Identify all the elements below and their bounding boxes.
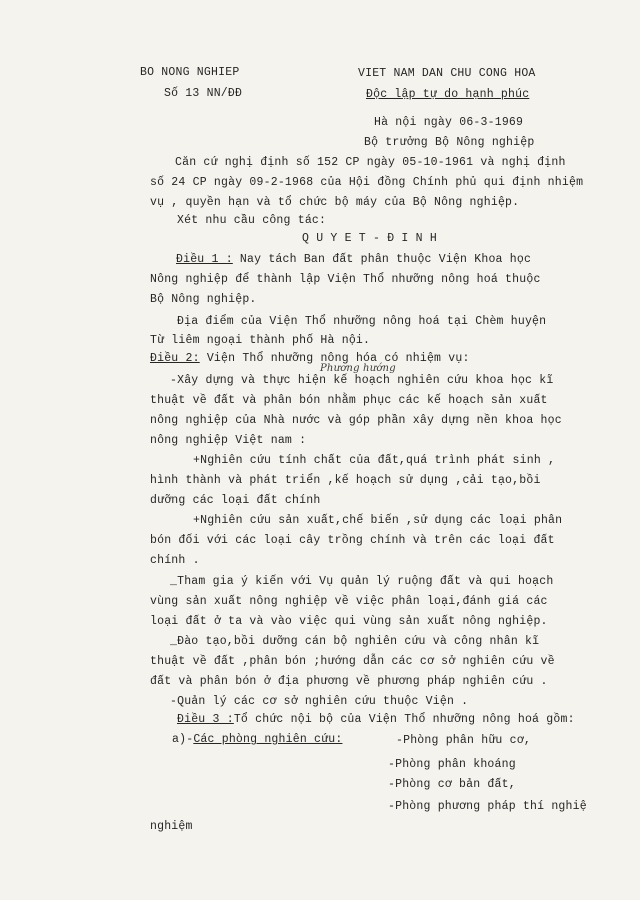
task-2-line: _Tham gia ý kiến với Vụ quản lý ruộng đất và qui hoạch: [170, 575, 554, 588]
task-1-line: nông nghiệp của Nhà nước và góp phần xây dựng nền khoa học: [150, 414, 562, 427]
article-3-line: [177, 713, 575, 727]
document-number: Số 13 NN/ĐĐ: [164, 87, 243, 100]
subtask-1-line: +Nghiên cứu tính chất của đất,quá trình phát sinh ,: [193, 454, 556, 467]
task-3-line: _Đào tạo,bồi dưỡng cán bộ nghiên cứu và công nhân kĩ: [170, 635, 540, 648]
task-1-line: nông nghiệp Việt nam :: [150, 434, 307, 447]
article-1-label: Điều 1 :: [176, 253, 233, 266]
location-line: Địa điểm của Viện Thổ nhưỡng nông hoá tại Chèm huyện: [177, 315, 547, 328]
carry-over-word: nghiệm: [150, 820, 193, 833]
task-4-line: -Quản lý các cơ sở nghiên cứu thuộc Viện .: [170, 695, 469, 708]
room-item: -Phòng cơ bản đất,: [388, 778, 516, 791]
subtask-1-line: hình thành và phát triển ,kế hoạch sử dụng ,cải tạo,bồi: [150, 474, 541, 487]
handwritten-insert: Phương hướng: [320, 363, 396, 374]
task-3-line: đất và phân bón ở địa phương về phương pháp nghiên cứu .: [150, 675, 548, 688]
task-1-line: -Xây dựng và thực hiện kế hoạch nghiên cứu khoa học kĩ: [170, 374, 554, 387]
task-3-line: thuật về đất ,phân bón ;hướng dẫn các cơ sở nghiên cứu về: [150, 655, 555, 668]
consideration-line: Xét nhu cầu công tác:: [177, 214, 327, 227]
task-2-line: loại đất ở ta và vào việc qui vùng sản xuất nông nghiệp.: [150, 615, 548, 628]
subtask-2-line: +Nghiên cứu sản xuất,chế biến ,sử dụng các loại phân: [193, 514, 563, 527]
article-1-line: Bộ Nông nghiệp.: [150, 293, 257, 306]
subtask-2-line: chính .: [150, 554, 200, 567]
preamble-line: Căn cứ nghị định số 152 CP ngày 05-10-1961 và nghị định: [175, 156, 566, 169]
article-2-intro: Viện Thổ nhưỡng nông hóa có nhiệm vụ:: [199, 352, 470, 365]
preamble-line: số 24 CP ngày 09-2-1968 của Hội đồng Chính phủ qui định nhiệm: [150, 176, 584, 189]
subtask-2-line: bón đối với các loại cây trồng chính và trên các loại đất: [150, 534, 555, 547]
location-line: Từ liêm ngoại thành phố Hà nội.: [150, 334, 371, 347]
preamble-line: vụ , quyền hạn và tổ chức bộ máy của Bộ Nông nghiệp.: [150, 196, 520, 209]
article-1-line: Nông nghiệp để thành lập Viện Thổ nhưỡng nông hoá thuộc: [150, 273, 541, 286]
task-1-line: thuật về đất và phân bón nhằm phục các kế hoạch sản xuất: [150, 394, 548, 407]
decision-title: Q U Y E T - Đ I N H: [302, 232, 437, 245]
section-a-prefix: a)-: [172, 733, 194, 746]
article-2-label: Điều 2:: [150, 352, 200, 365]
room-item: -Phòng phương pháp thí nghiệ: [388, 800, 587, 813]
country-name: VIET NAM DAN CHU CONG HOA: [358, 67, 536, 80]
subtask-1-line: dưỡng các loại đất chính: [150, 494, 321, 507]
article-1-text: Nay tách Ban đất phân thuộc Viện Khoa học: [232, 253, 532, 266]
section-a-line: [172, 733, 342, 747]
issuer-title: Bộ trưởng Bộ Nông nghiệp: [364, 136, 535, 149]
section-a-label: Các phòng nghiên cứu:: [193, 733, 343, 746]
article-1-line: [176, 253, 531, 267]
room-item: -Phòng phân khoáng: [388, 758, 516, 771]
national-motto: Độc lập tự do hạnh phúc: [366, 88, 530, 101]
room-item: -Phòng phân hữu cơ,: [396, 734, 531, 747]
task-2-line: vùng sản xuất nông nghiệp về việc phân loại,đánh giá các: [150, 595, 548, 608]
article-3-intro: Tổ chức nội bộ của Viện Thổ nhưỡng nông hoá gồm:: [233, 713, 575, 726]
ministry-name: BO NONG NGHIEP: [140, 66, 240, 79]
article-2-line: [150, 352, 470, 366]
place-date: Hà nội ngày 06-3-1969: [374, 116, 524, 129]
article-3-label: Điều 3 :: [177, 713, 234, 726]
